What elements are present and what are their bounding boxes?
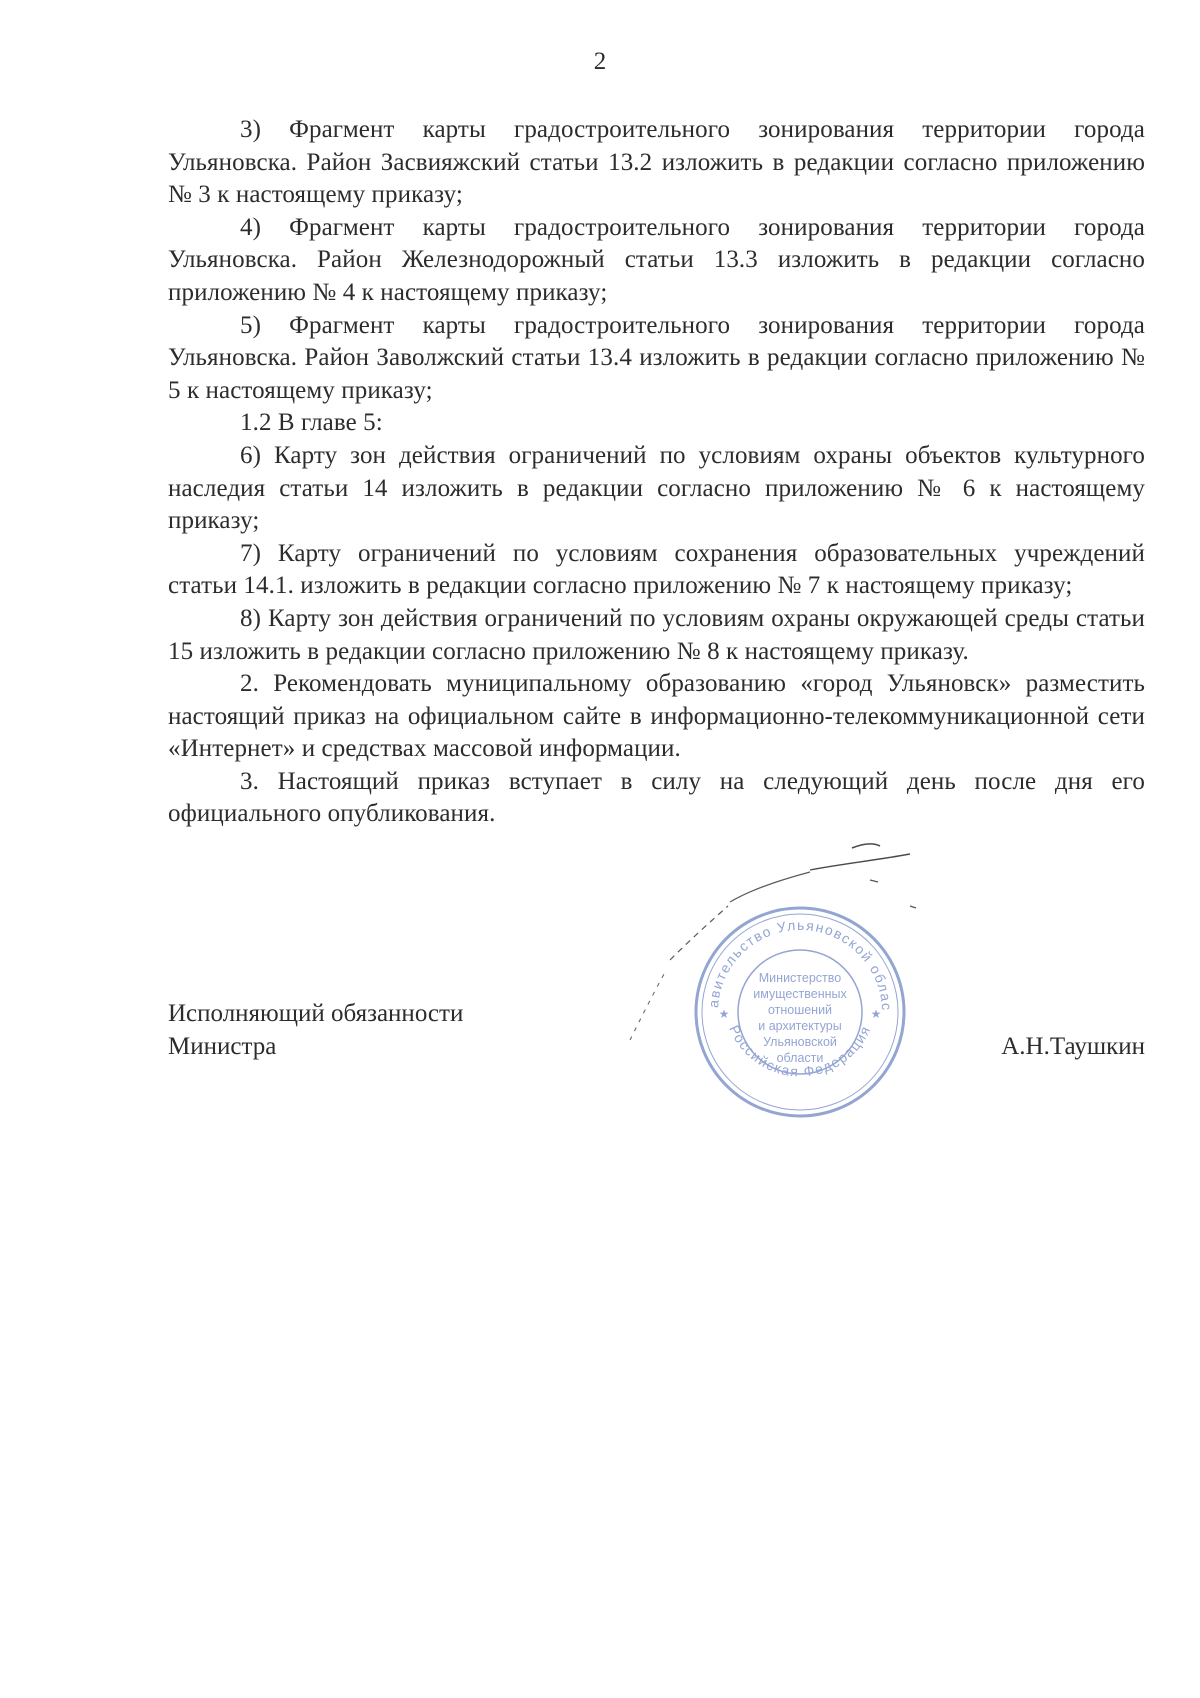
stamp-star-left-icon: ★ xyxy=(718,1007,730,1021)
paragraph-section-1-2: 1.2 В главе 5: xyxy=(240,409,383,437)
official-seal-icon xyxy=(684,889,910,1122)
paragraph-item-3: 3) Фрагмент карты градостроительного зонирования территории города Ульяновска. Район Засвияжский статьи 13.2 изложить в редакции согласно приложению № 3 к настоящему приказу; xyxy=(168,116,1145,209)
stamp-center-line-1: Министерство xyxy=(758,971,842,985)
paragraph-item-6: 6) Карту зон действия ограничений по условиям охраны объектов культурного наследия статьи 14 изложить в редакции согласно приложению № 6 к настоящему приказу; xyxy=(168,441,1145,535)
stamp-bottom-text: Российская Федерация xyxy=(726,1022,874,1080)
official-stamp xyxy=(684,889,910,1122)
paragraph-clause-2: 2. Рекомендовать муниципальному образованию «город Ульяновск» разместить настоящий приказ на официальном сайте в информационно-телекоммуникационной сети «Интернет» и средствах массовой информации. xyxy=(168,670,1145,763)
signer-position xyxy=(168,998,463,1063)
stamp-star-right-icon: ★ xyxy=(870,1007,882,1021)
paragraph-item-4: 4) Фрагмент карты градостроительного зонирования территории города Ульяновска. Район Железнодорожный статьи 13.3 изложить в редакции согласно приложению № 4 к настоящему приказу; xyxy=(168,213,1145,306)
paragraph-item-8: 8) Карту зон действия ограничений по условиям охраны окружающей среды статьи 15 изложить в редакции согласно приложению № 8 к настоящему приказу. xyxy=(168,604,1145,665)
signer-name: А.Н.Таушкин xyxy=(1001,1032,1145,1060)
paragraph-item-5: 5) Фрагмент карты градостроительного зонирования территории города Ульяновска. Район Заволжский статьи 13.4 изложить в редакции согласно приложению № 5 к настоящему приказу; xyxy=(168,311,1145,404)
stamp-center-line-3: отношений xyxy=(767,1003,833,1017)
stamp-center-line-2: имущественных xyxy=(753,987,847,1001)
stamp-center-line-4: и архитектуры xyxy=(758,1019,842,1033)
page-number: 2 xyxy=(593,48,607,75)
signer-position-line1: Исполняющий обязанности xyxy=(168,1000,464,1027)
paragraph-clause-3: 3. Настоящий приказ вступает в силу на следующий день после дня его официального опубликования. xyxy=(168,767,1145,828)
stamp-center-line-5: Ульяновской xyxy=(763,1035,837,1049)
paragraph-item-7: 7) Карту ограничений по условиям сохранения образовательных учреждений статьи 14.1. изложить в редакции согласно приложению № 7 к настоящему приказу; xyxy=(168,539,1145,600)
signer-position-line2: Министра xyxy=(168,1032,277,1060)
stamp-center-line-6: области xyxy=(776,1051,824,1065)
document-body xyxy=(168,114,1145,831)
stamp-outer-text: Правительство Ульяновской области xyxy=(684,889,896,1012)
